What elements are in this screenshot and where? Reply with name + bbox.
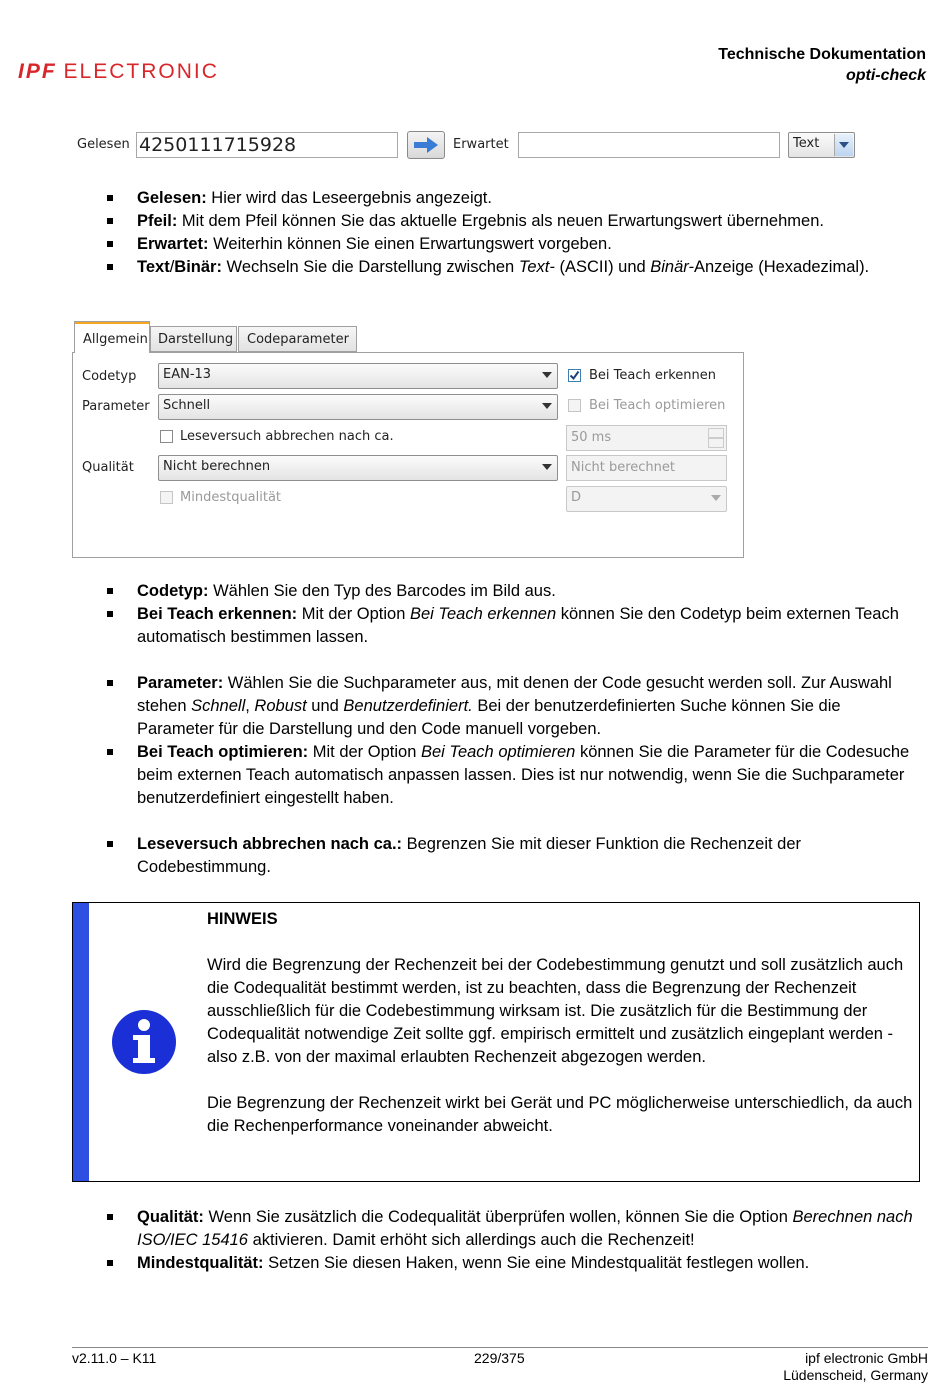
bei-teach-optimieren-checkbox[interactable] [568, 399, 581, 412]
leseversuch-checkbox[interactable] [160, 430, 173, 443]
gelesen-label: Gelesen [77, 137, 130, 152]
mindestgrade-select[interactable]: D [566, 486, 727, 512]
timeout-spinner[interactable]: 50 ms [566, 425, 727, 451]
tab-darstellung[interactable]: Darstellung [150, 326, 237, 352]
display-mode-select[interactable] [788, 132, 855, 158]
bullet [107, 1260, 113, 1266]
hinweis-content [207, 908, 917, 1138]
hinweis-box [72, 902, 920, 1182]
arrow-right-icon [413, 136, 439, 154]
list-item: Gelesen: Hier wird das Leseergebnis angezeigt. [137, 189, 492, 207]
chevron-down-icon [542, 403, 552, 409]
document-title: Technische Dokumentation [718, 46, 926, 63]
footer-version: v2.11.0 – K11 [72, 1350, 157, 1366]
footer-page-number: 229/375 [474, 1350, 525, 1366]
bullet [107, 195, 113, 201]
chevron-down-icon [839, 142, 849, 148]
qualitaet-select[interactable]: Nicht berechnen [158, 455, 558, 481]
chevron-down-icon [711, 495, 721, 501]
accept-arrow-button[interactable] [407, 131, 445, 159]
list-item: Qualität: Wenn Sie zusätzlich die Codequalität überprüfen wollen, können Sie die Option Berechnen nach ISO/IEC 15416 aktivieren. Damit erhöht sich allerdings auch die Rechenzeit! [137, 1208, 913, 1249]
info-icon [111, 1009, 177, 1075]
chevron-down-icon [542, 464, 552, 470]
erwartet-field[interactable] [518, 132, 780, 158]
footer-company: ipf electronic GmbH Lüdenscheid, Germany [783, 1350, 928, 1383]
tab-panel-allgemein [72, 352, 744, 558]
document-subtitle: opti-check [845, 67, 926, 84]
bullet [107, 264, 113, 270]
bei-teach-erkennen-label: Bei Teach erkennen [589, 368, 716, 383]
list-item: Parameter: Wählen Sie die Suchparameter aus, mit denen der Code gesucht werden soll. Zur Auswahl stehen Schnell, Robust und Benutzerdefiniert. Bei der benutzerdefinierten Suche können Sie die Parameter für die Darstellung und den Code manuell vorgeben. [137, 674, 892, 738]
bei-teach-erkennen-checkbox[interactable] [568, 369, 581, 382]
bullet [107, 241, 113, 247]
codetyp-select[interactable]: EAN-13 [158, 363, 558, 389]
qualitaet-label: Qualität [82, 460, 134, 475]
tab-allgemein[interactable]: Allgemein [74, 321, 150, 353]
bullet [107, 1214, 113, 1220]
bullet [107, 588, 113, 594]
tab-codeparameter[interactable]: Codeparameter [238, 326, 357, 352]
footer-divider [72, 1347, 928, 1348]
chevron-down-icon [542, 372, 552, 378]
spinner-up-icon [708, 428, 724, 438]
settings-dialog [72, 320, 746, 560]
leseversuch-label: Leseversuch abbrechen nach ca. [180, 429, 394, 444]
mindestqualitaet-label: Mindestqualität [180, 490, 282, 505]
bullet [107, 749, 113, 755]
company-logo: IPF ELECTRONIC [18, 60, 219, 83]
gelesen-field[interactable]: 4250111715928 [136, 132, 398, 158]
hinweis-accent-bar [73, 903, 89, 1181]
reading-toolbar [74, 128, 864, 162]
list-item: Erwartet: Weiterhin können Sie einen Erwartungswert vorgeben. [137, 235, 612, 253]
bullet [107, 611, 113, 617]
hinweis-paragraph: Die Begrenzung der Rechenzeit wirkt bei Gerät und PC möglicherweise unterschiedlich, da auch die Rechenperformance voneinander abweicht. [207, 1094, 913, 1135]
list-item: Leseversuch abbrechen nach ca.: Begrenzen Sie mit dieser Funktion die Rechenzeit der Codebestimmung. [137, 835, 801, 876]
spinner-down-icon [708, 438, 724, 448]
list-item: Pfeil: Mit dem Pfeil können Sie das aktuelle Ergebnis als neuen Erwartungswert übernehmen. [137, 212, 824, 230]
list-item: Codetyp: Wählen Sie den Typ des Barcodes im Bild aus. [137, 582, 556, 600]
parameter-select[interactable]: Schnell [158, 394, 558, 420]
qualitaet-result-field: Nicht berechnet [566, 455, 727, 481]
checkmark-icon [569, 370, 580, 381]
codetyp-label: Codetyp [82, 369, 137, 384]
list-item: Text/Binär: Wechseln Sie die Darstellung zwischen Text- (ASCII) und Binär-Anzeige (Hexadezimal). [137, 258, 870, 276]
bei-teach-optimieren-label: Bei Teach optimieren [589, 398, 726, 413]
hinweis-title: HINWEIS [207, 910, 278, 928]
bullet [107, 680, 113, 686]
bullet [107, 218, 113, 224]
hinweis-paragraph: Wird die Begrenzung der Rechenzeit bei der Codebestimmung genutzt und soll zusätzlich auch die Codequalität bestimmt werden, ist zu beachten, dass die Begrenzung der Rechenzeit ausschließlich für die Codebestimmung wirksam ist. Die zusätzlich für die Bestimmung der Codequalität notwendige Zeit sollte ggf. empirisch ermittelt und zusätzlich eingeplant werden - also z.B. von der maximal erlaubten Rechenzeit abgezogen werden. [207, 956, 904, 1066]
display-mode-value: Text [793, 136, 820, 151]
list-item: Bei Teach optimieren: Mit der Option Bei Teach optimieren können Sie die Parameter für die Codesuche beim externen Teach automatisch anpassen lassen. Dies ist nur notwendig, wenn Sie die Suchparameter benutzerdefiniert eingestellt haben. [137, 743, 910, 807]
erwartet-label: Erwartet [453, 137, 509, 152]
document-header [718, 44, 926, 86]
parameter-label: Parameter [82, 399, 150, 414]
list-item: Mindestqualität: Setzen Sie diesen Haken, wenn Sie eine Mindestqualität festlegen wollen. [137, 1254, 810, 1272]
mindestqualitaet-checkbox[interactable] [160, 491, 173, 504]
bullet [107, 841, 113, 847]
list-item: Bei Teach erkennen: Mit der Option Bei Teach erkennen können Sie den Codetyp beim externen Teach automatisch bestimmen lassen. [137, 605, 899, 646]
